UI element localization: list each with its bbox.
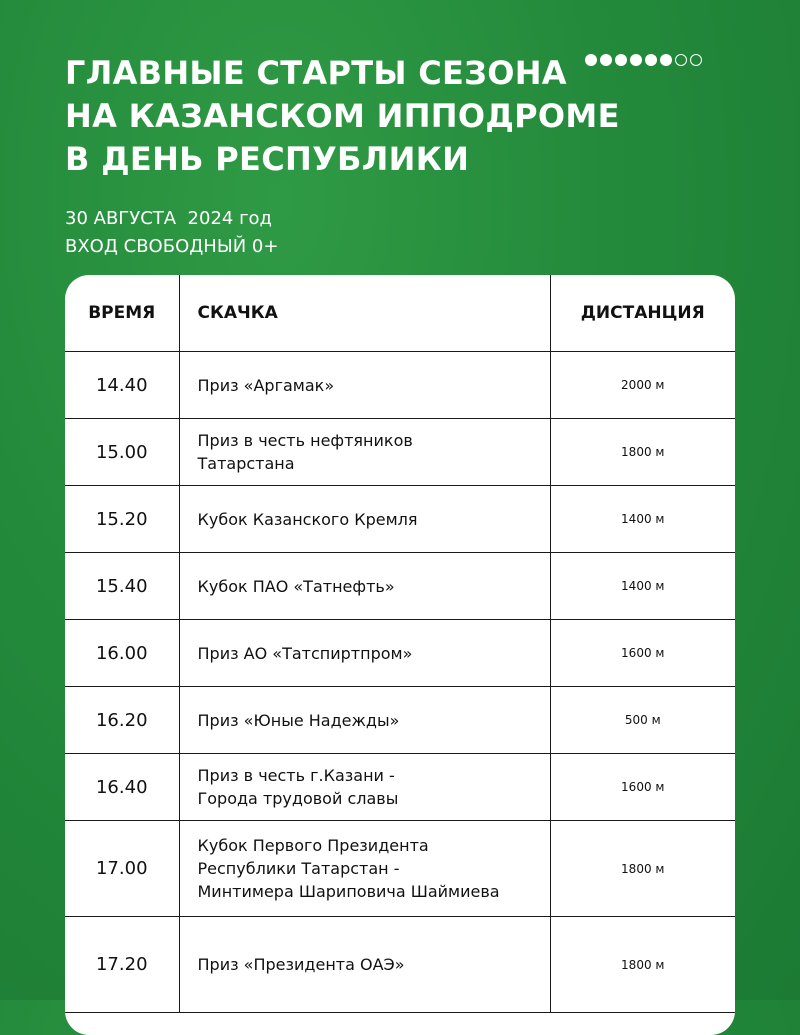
race-distance: 1400 м	[550, 486, 735, 553]
race-cell	[179, 687, 550, 754]
race-cell	[179, 754, 550, 821]
title-line: ГЛАВНЫЕ СТАРТЫ СЕЗОНА	[65, 54, 567, 92]
header-distance: ДИСТАНЦИЯ	[550, 275, 735, 352]
race-name: Кубок Казанского Кремля	[197, 509, 418, 529]
race-name: Приз «Юные Надежды»	[197, 710, 400, 730]
title-line: НА КАЗАНСКОМ ИППОДРОМЕ	[65, 97, 620, 135]
table-row	[65, 917, 735, 1013]
race-cell	[179, 352, 550, 419]
race-name: Кубок ПАО «Татнефть»	[197, 576, 395, 596]
race-time: 15.20	[65, 486, 179, 553]
pagination-dot[interactable]	[600, 54, 612, 66]
race-distance: 1600 м	[550, 754, 735, 821]
table-row	[65, 553, 735, 620]
pagination-dot[interactable]	[690, 54, 702, 66]
header-race: СКАЧКА	[179, 275, 550, 352]
race-distance: 2000 м	[550, 352, 735, 419]
race-time: 17.20	[65, 917, 179, 1013]
race-time: 16.20	[65, 687, 179, 754]
table-row	[65, 687, 735, 754]
race-cell	[179, 553, 550, 620]
table-row	[65, 486, 735, 553]
race-name: Приз в честь г.Казани - Города трудовой славы	[197, 766, 399, 808]
pagination-dot[interactable]	[630, 54, 642, 66]
race-time: 16.40	[65, 754, 179, 821]
race-time: 14.40	[65, 352, 179, 419]
table-row	[65, 754, 735, 821]
pagination-dot[interactable]	[645, 54, 657, 66]
race-time: 17.00	[65, 821, 179, 917]
race-name: Кубок Первого Президента Республики Татарстан - Минтимера Шариповича Шаймиева	[197, 836, 500, 901]
race-name: Приз в честь нефтяников Татарстана	[197, 431, 413, 473]
race-cell	[179, 620, 550, 687]
pagination-dot-active[interactable]	[660, 54, 672, 66]
race-cell	[179, 917, 550, 1013]
table-row	[65, 620, 735, 687]
race-distance: 1800 м	[550, 821, 735, 917]
race-cell	[179, 419, 550, 486]
event-info	[65, 205, 278, 261]
table-row	[65, 821, 735, 917]
table-row	[65, 352, 735, 419]
race-distance: 1800 м	[550, 917, 735, 1013]
pagination-dot[interactable]	[585, 54, 597, 66]
race-distance: 500 м	[550, 687, 735, 754]
race-distance: 1600 м	[550, 620, 735, 687]
event-date: 30 АВГУСТА 2024 год	[65, 208, 272, 229]
table-header-row	[65, 275, 735, 352]
table-row	[65, 419, 735, 486]
race-cell	[179, 821, 550, 917]
race-name: Приз «Аргамак»	[197, 375, 335, 395]
page-title	[65, 52, 665, 181]
race-time: 15.00	[65, 419, 179, 486]
race-name: Приз АО «Татспиртпром»	[197, 643, 413, 663]
entry-info: ВХОД СВОБОДНЫЙ 0+	[65, 236, 279, 257]
title-line: В ДЕНЬ РЕСПУБЛИКИ	[65, 140, 470, 178]
pagination-dot[interactable]	[675, 54, 687, 66]
race-time: 16.00	[65, 620, 179, 687]
race-name: Приз «Президента ОАЭ»	[197, 955, 405, 974]
slide-pagination[interactable]	[585, 54, 702, 66]
schedule-card	[65, 275, 735, 1035]
schedule-table	[65, 275, 735, 1013]
race-cell	[179, 486, 550, 553]
race-distance: 1800 м	[550, 419, 735, 486]
race-time: 15.40	[65, 553, 179, 620]
pagination-dot[interactable]	[615, 54, 627, 66]
race-distance: 1400 м	[550, 553, 735, 620]
header-time: ВРЕМЯ	[65, 275, 179, 352]
